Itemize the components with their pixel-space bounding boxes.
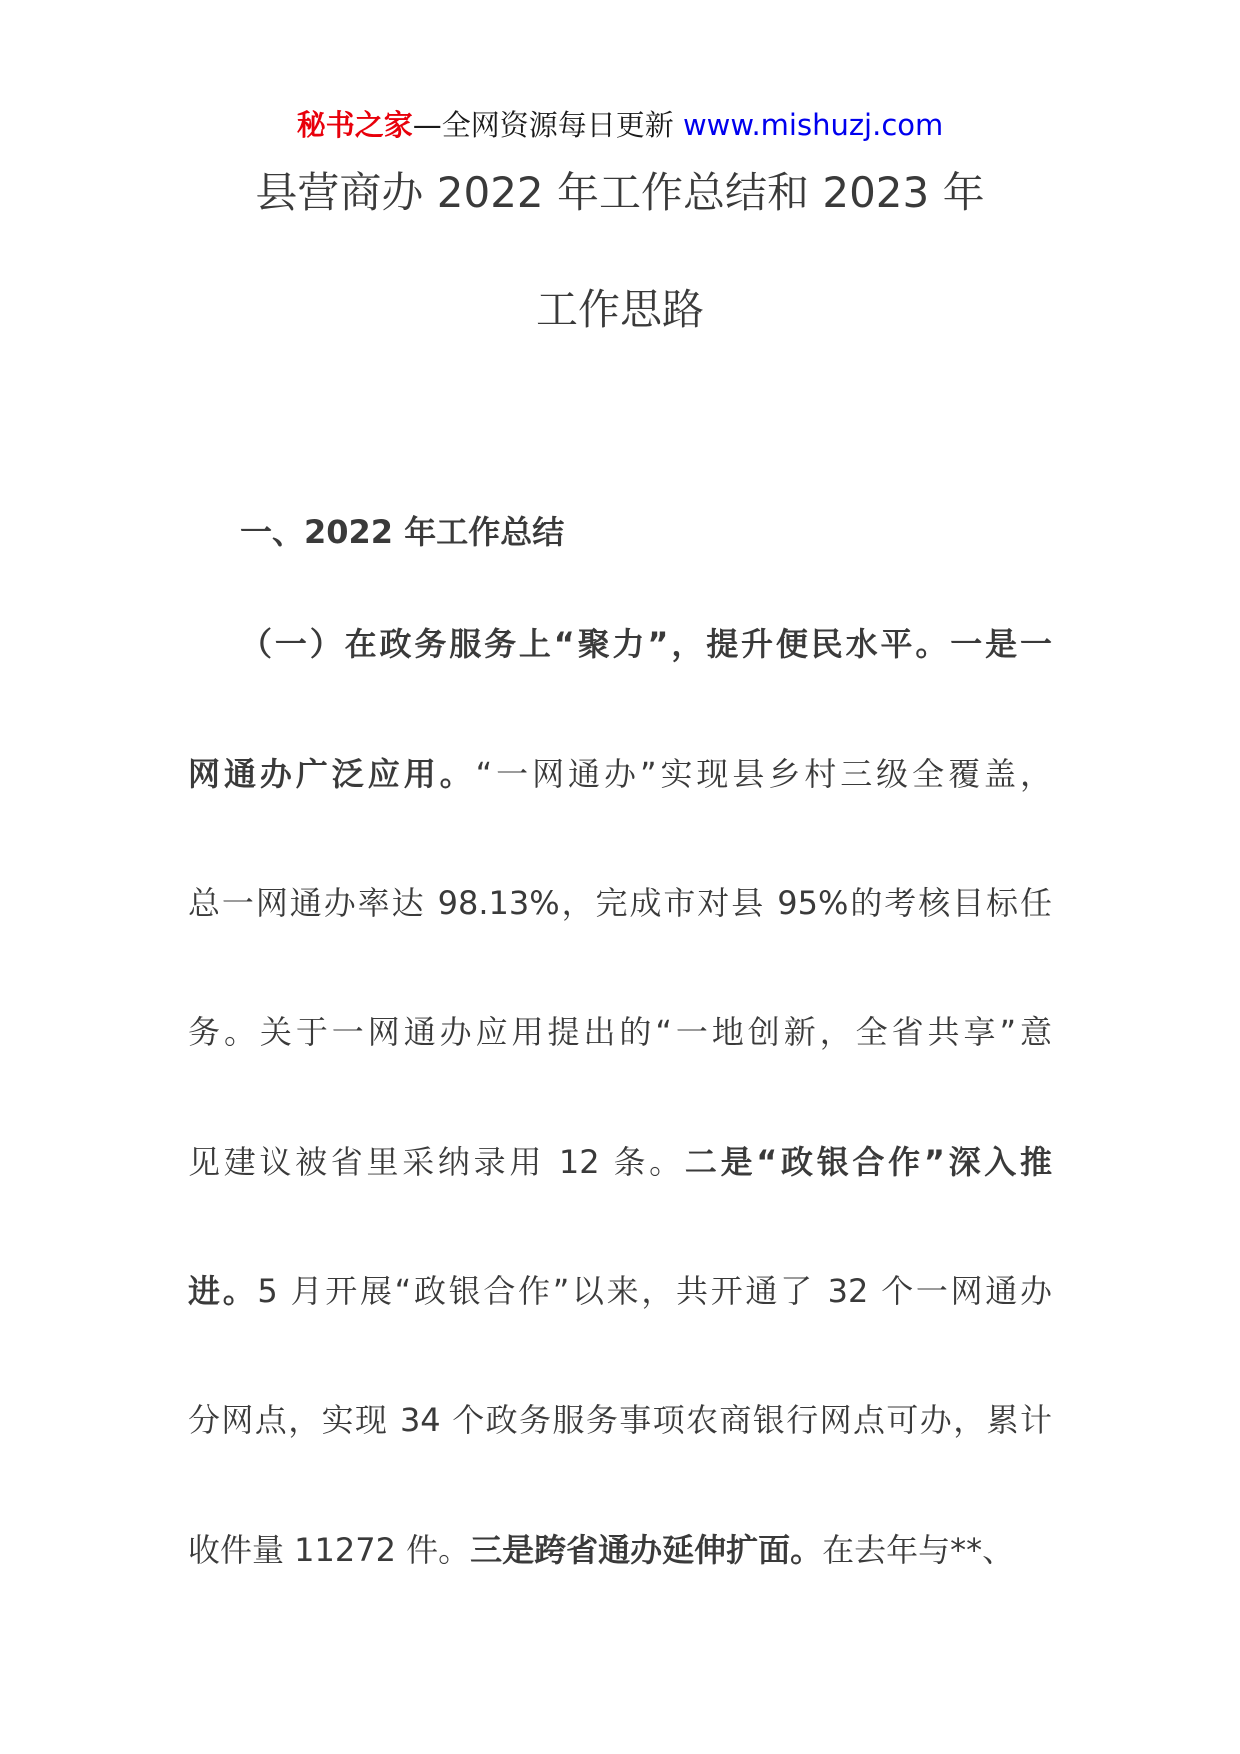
- bold-text: 二是“政银合作”深入推: [684, 1143, 1052, 1181]
- body-text: 在去年与**、: [822, 1531, 1015, 1569]
- header-slogan: —全网资源每日更新: [412, 108, 674, 142]
- paragraph-line: [188, 747, 1052, 801]
- body-text: 见建议被省里采纳录用 12 条。: [188, 1143, 685, 1181]
- body-text: “一网通办”实现县乡村三级全覆盖，: [475, 755, 1052, 793]
- document-title-line-2: 工作思路: [535, 285, 704, 334]
- paragraph-line: [188, 1393, 1052, 1447]
- body-text: 5 月开展“政银合作”以来，共开通了 32 个一网通办: [257, 1272, 1052, 1310]
- bold-text: 三是跨省通办延伸扩面。: [470, 1531, 823, 1569]
- bold-text: 进。: [188, 1272, 258, 1310]
- paragraph-line: [188, 1135, 1052, 1189]
- site-url-link[interactable]: www.mishuzj.com: [682, 108, 944, 142]
- body-text: 总一网通办率达 98.13%，完成市对县 95%的考核目标任: [188, 884, 1052, 922]
- bold-text: （一）在政务服务上“聚力”，提升便民水平。一是一: [240, 625, 1052, 663]
- paragraph-line: [240, 617, 1052, 671]
- section-heading: 一、2022 年工作总结: [240, 513, 565, 551]
- paragraph-line: [188, 876, 1052, 930]
- site-header: [0, 98, 1240, 152]
- paragraph-line: [188, 1264, 1052, 1318]
- paragraph-line: [188, 1523, 1052, 1577]
- body-text: 收件量 11272 件。: [188, 1531, 471, 1569]
- paragraph-line: [188, 1005, 1052, 1059]
- body-text: 务。关于一网通办应用提出的“一地创新，全省共享”意: [188, 1013, 1052, 1051]
- body-text: 分网点，实现 34 个政务服务事项农商银行网点可办，累计: [188, 1401, 1052, 1439]
- brand-name: 秘书之家: [296, 108, 413, 142]
- bold-text: 网通办广泛应用。: [188, 755, 476, 793]
- document-title-line-1: 县营商办 2022 年工作总结和 2023 年: [255, 168, 985, 217]
